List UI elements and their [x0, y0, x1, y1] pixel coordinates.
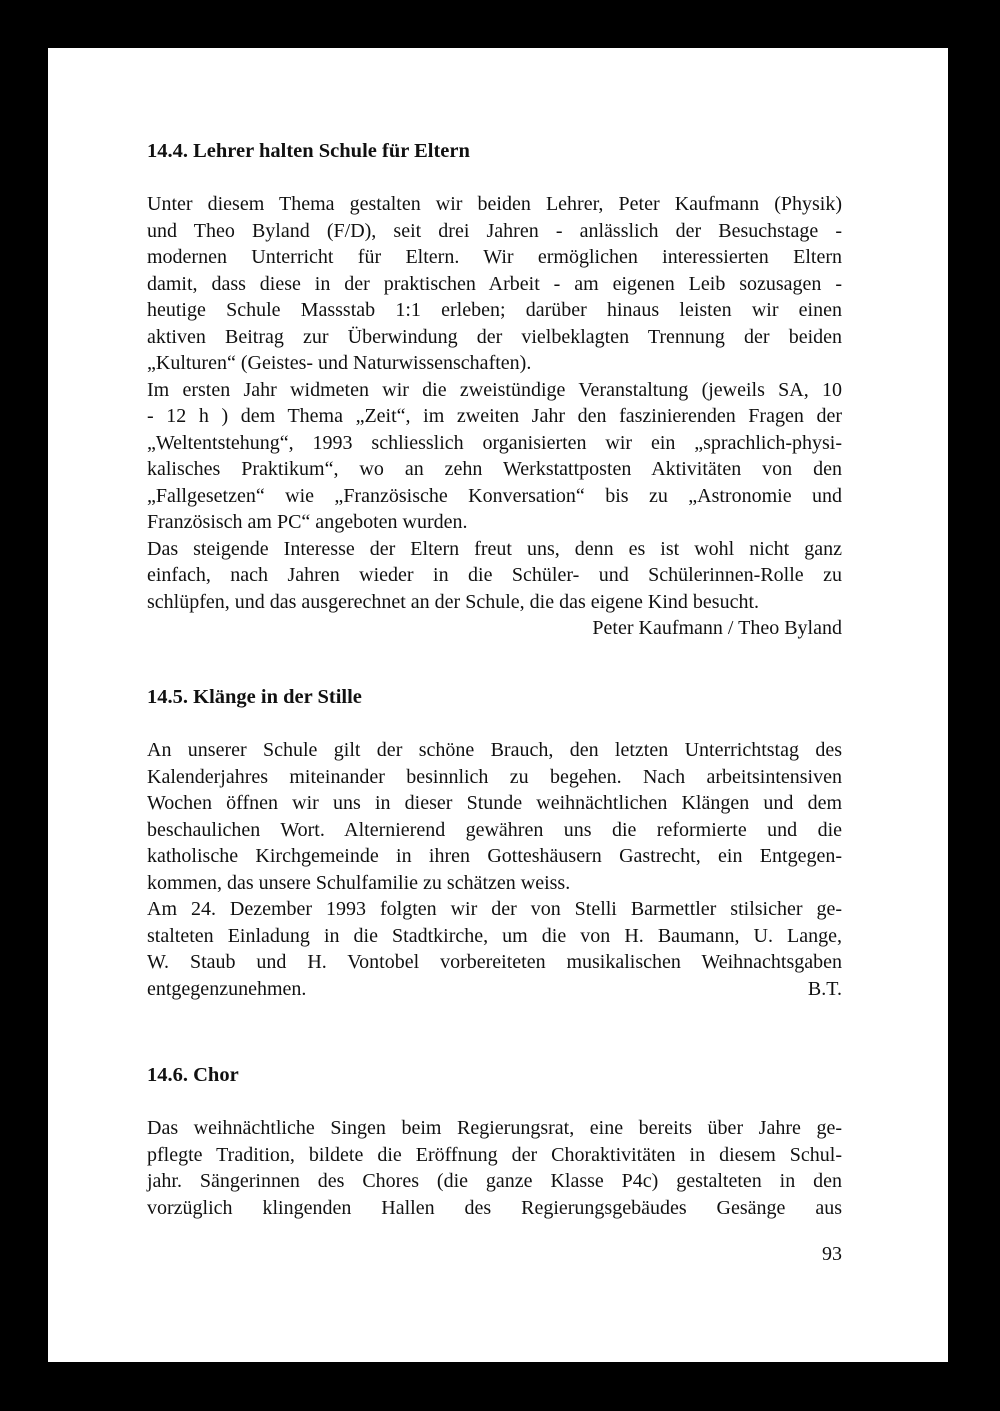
text-line: kommen, das unsere Schulfamilie zu schätzen weiss. [147, 871, 571, 894]
text-line: vorzüglich klingenden Hallen des Regierungsgebäudes Gesänge aus [147, 1196, 842, 1219]
text-line: Im ersten Jahr widmeten wir die zweistündige Veranstaltung (jeweils SA, 10 [147, 378, 842, 401]
text-line: Wochen öffnen wir uns in dieser Stunde weihnächtlichen Klängen und dem [147, 792, 842, 814]
text-line: - 12 h ) dem Thema „Zeit“, im zweiten Jahr den faszinierenden Fragen der [147, 405, 842, 427]
text-line: einfach, nach Jahren wieder in die Schüler- und Schülerinnen-Rolle zu [147, 564, 842, 586]
section-14-4 [147, 138, 842, 642]
signature: Peter Kaufmann / Theo Byland [592, 617, 842, 639]
text-line: „Fallgesetzen“ wie „Französische Konversation“ bis zu „Astronomie und [147, 484, 842, 507]
section-heading: 14.6. Chor [147, 1064, 239, 1086]
text-line [147, 976, 842, 1003]
section-heading: 14.5. Klänge in der Stille [147, 686, 362, 708]
text-line: „Kulturen“ (Geistes- und Naturwissenschaften). [147, 352, 532, 374]
text-line: und Theo Byland (F/D), seit drei Jahren - anlässlich der Besuchstage - [147, 219, 842, 242]
text-line: An unserer Schule gilt der schöne Brauch, den letzten Unterrichtstag des [147, 739, 842, 761]
text-line: Das weihnächtliche Singen beim Regierungsrat, eine bereits über Jahre ge- [147, 1117, 842, 1139]
section-heading: 14.4. Lehrer halten Schule für Eltern [147, 140, 470, 162]
text-line: Französisch am PC“ angeboten wurden. [147, 511, 468, 533]
text-line: jahr. Sängerinnen des Chores (die ganze Klasse P4c) gestalteten in den [147, 1170, 842, 1192]
text-line: stalteten Einladung in die Stadtkirche, um die von H. Baumann, U. Lange, [147, 924, 842, 947]
text-line: W. Staub und H. Vontobel vorbereiteten musikalischen Weihnachtsgaben [147, 951, 842, 973]
text-line: schlüpfen, und das ausgerechnet an der Schule, die das eigene Kind besucht. [147, 590, 760, 613]
text-line: Unter diesem Thema gestalten wir beiden Lehrer, Peter Kaufmann (Physik) [147, 193, 842, 215]
text-line: modernen Unterricht für Eltern. Wir ermöglichen interessierten Eltern [147, 246, 842, 268]
page-number: 93 [822, 1243, 842, 1265]
text-line: damit, dass diese in der praktischen Arbeit - am eigenen Leib sozusagen - [147, 272, 842, 295]
text-line: Am 24. Dezember 1993 folgten wir der von Stelli Barmettler stilsicher ge- [147, 898, 842, 920]
section-14-6 [147, 1062, 842, 1221]
text-line: beschaulichen Wort. Alternierend gewähren uns die reformierte und die [147, 818, 842, 841]
text-line: Kalenderjahres miteinander besinnlich zu begehen. Nach arbeitsintensiven [147, 765, 842, 788]
text-line: Das steigende Interesse der Eltern freut uns, denn es ist wohl nicht ganz [147, 537, 842, 560]
text-line: kalisches Praktikum“, wo an zehn Werkstattposten Aktivitäten von den [147, 458, 842, 480]
text-line: „Weltentstehung“, 1993 schliesslich organisierten wir ein „sprachlich-physi- [147, 431, 842, 454]
text-fragment: B.T. [807, 977, 842, 1000]
section-14-5 [147, 684, 842, 1002]
text-line: pflegte Tradition, bildete die Eröffnung der Choraktivitäten in diesem Schul- [147, 1143, 842, 1166]
text-line: heutige Schule Massstab 1:1 erleben; darüber hinaus leisten wir einen [147, 299, 842, 321]
text-line: aktiven Beitrag zur Überwindung der vielbeklagten Trennung der beiden [147, 325, 842, 348]
text-fragment: entgegenzunehmen. [147, 977, 307, 1000]
text-line: katholische Kirchgemeinde in ihren Gotteshäusern Gastrecht, ein Entgegen- [147, 845, 842, 867]
